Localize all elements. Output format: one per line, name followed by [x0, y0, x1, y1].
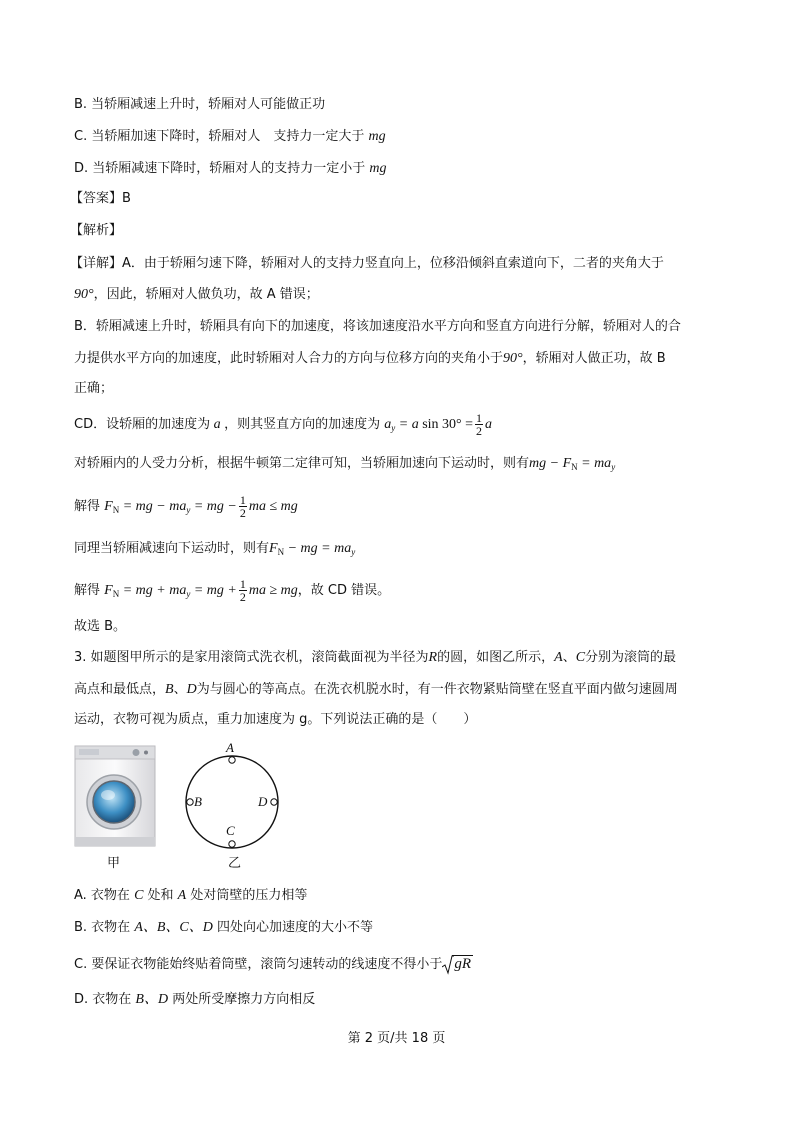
q3-A: A	[554, 650, 563, 665]
opt-c-text: C. 要保证衣物能始终贴着筒壁，滚筒匀速转动的线速度不得小于	[74, 957, 443, 972]
q3-option-b	[74, 919, 373, 937]
solve-tail: ，故 CD 错误。	[297, 583, 391, 598]
detail-line-4-text-a: 力提供水平方向的加速度，此时轿厢对人合力的方向与位移方向的夹角小于	[74, 351, 504, 366]
opt-a-C: C	[134, 888, 144, 903]
opt-d-text-1: D. 衣物在	[74, 992, 136, 1007]
answer-label: 【答案】B	[70, 191, 131, 206]
q3-C: C	[575, 650, 586, 665]
detail-line-5: 正确；	[74, 381, 114, 396]
cd-text-a: CD．设轿厢的加速度为	[74, 417, 211, 432]
solve-label-1: 解得	[74, 499, 101, 514]
option-d-mg: mg	[369, 161, 387, 176]
q3-B: B	[165, 682, 174, 697]
q3-option-c	[74, 955, 473, 974]
q3-R: R	[428, 650, 438, 665]
q3-line-2	[74, 681, 678, 699]
point-d	[271, 799, 277, 805]
option-b-prev: B. 当轿厢减速上升时，轿厢对人可能做正功	[74, 97, 326, 112]
option-c-text: C. 当轿厢加速下降时，轿厢对人 支持力一定大于	[74, 129, 369, 144]
opt-a-text-1: A. 衣物在	[74, 888, 135, 903]
opt-a-text-2: 处和	[143, 888, 178, 903]
angle-90-b: 90°	[503, 351, 523, 366]
cd-a-symbol: a	[210, 417, 225, 432]
q3-text-1c: 、	[562, 650, 576, 665]
option-d-prev	[74, 160, 387, 178]
opt-d-text-2: 两处所受摩擦力方向相反	[168, 992, 316, 1007]
q3-D: D	[186, 682, 197, 697]
eq-newton-2: $F_N$ − mg = $ma_y$	[269, 541, 356, 557]
point-c	[229, 841, 235, 847]
opt-b-text-2: 四处向心加速度的大小不等	[212, 920, 374, 935]
q3-text-1b: 的圆，如图乙所示，	[437, 650, 555, 665]
figure-label-yi: 乙	[228, 856, 242, 871]
q3-option-a	[74, 887, 307, 905]
detail-line-2	[74, 286, 319, 304]
figure-label-jia: 甲	[107, 856, 121, 871]
cd-text-b: ，则其竖直方向的加速度为	[224, 417, 381, 432]
detail-line-4-text-b: ，轿厢对人做正功，故 B	[522, 351, 666, 366]
force-line	[74, 455, 615, 476]
sqrt-gR	[442, 955, 473, 973]
q3-line-3: 运动，衣物可视为质点，重力加速度为 g。下列说法正确的是（ ）	[74, 712, 477, 727]
q3-text-2c: 为与圆心的等高点。在洗衣机脱水时，有一件衣物紧贴筒壁在竖直平面内做匀速圆周	[196, 682, 678, 697]
opt-b-points: A、B、C、D	[134, 920, 213, 935]
point-a	[229, 757, 235, 763]
eq-newton-1: mg − $F_N = ma_y$	[529, 456, 616, 472]
opt-d-points: B、D	[135, 992, 169, 1007]
sqrt-content: gR	[454, 956, 472, 972]
opt-b-text-1: B. 衣物在	[74, 920, 135, 935]
eq-fn-1: $F_N$ = mg − $ma_y$ = mg −	[104, 499, 237, 515]
same-line	[74, 540, 355, 561]
force-text: 对轿厢内的人受力分析，根据牛顿第二定律可知，当轿厢加速向下运动时，则有	[74, 456, 530, 471]
same-text: 同理当轿厢减速向下运动时，则有	[74, 541, 270, 556]
opt-a-text-3: 处对筒壁的压力相等	[186, 888, 308, 903]
analysis-label: 【解析】	[70, 223, 123, 238]
solve-line-1: 解得 $F_N$ = mg − $ma_y$ = mg − $\frac{1}{2}$ ma ≤ mg	[74, 493, 298, 520]
point-b	[187, 799, 193, 805]
q3-text-2b: 、	[173, 682, 187, 697]
frac-half: $\frac{1}{2}$	[476, 411, 483, 438]
label-c: C	[226, 823, 235, 838]
q3-line-1	[74, 649, 676, 667]
choose-line: 故选 B。	[74, 619, 127, 634]
option-d-text: D. 当轿厢减速下降时，轿厢对人的支持力一定小于	[74, 161, 370, 176]
label-b: B	[194, 794, 202, 809]
detail-line-4	[74, 350, 666, 368]
washing-machine-figure	[74, 745, 156, 847]
q3-text-1a: 3. 如题图甲所示的是家用滚筒式洗衣机，滚筒截面视为半径为	[74, 650, 429, 665]
q3-option-d	[74, 991, 315, 1009]
detail-line-2-text: ，因此，轿厢对人做负功，故 A 错误；	[93, 287, 319, 302]
detail-line-3: B．轿厢减速上升时，轿厢具有向下的加速度，将该加速度沿水平方向和竖直方向进行分解，轿厢对人的合	[74, 319, 681, 334]
q3-text-2a: 高点和最低点，	[74, 682, 166, 697]
option-c-mg: mg	[368, 129, 386, 144]
angle-90: 90°	[74, 287, 94, 302]
label-d: D	[258, 794, 268, 809]
solve-label-2: 解得	[74, 583, 101, 598]
cd-line: CD．设轿厢的加速度为 a ，则其竖直方向的加速度为 $a_y = a$ sin 30° = $\frac{1}{2}$ a	[74, 411, 493, 438]
solve-line-2: 解得 $F_N$ = mg + $ma_y$ = mg + $\frac{1}{2}$ ma ≥ mg，故 CD 错误。	[74, 577, 391, 604]
page-footer: 第 2 页/共 18 页	[347, 1031, 446, 1046]
label-a: A	[226, 740, 234, 755]
q3-text-1d: 分别为滚筒的最	[585, 650, 677, 665]
eq-ay: $a_y = a$ sin 30° =	[384, 417, 474, 433]
detail-line-1: 【详解】A．由于轿厢匀速下降，轿厢对人的支持力竖直向上，位移沿倾斜直索道向下，二者的夹角大于	[70, 256, 664, 271]
option-c-prev	[74, 128, 386, 146]
opt-a-A: A	[177, 888, 187, 903]
eq-fn-2: $F_N$ = mg + $ma_y$ = mg +	[104, 583, 237, 599]
